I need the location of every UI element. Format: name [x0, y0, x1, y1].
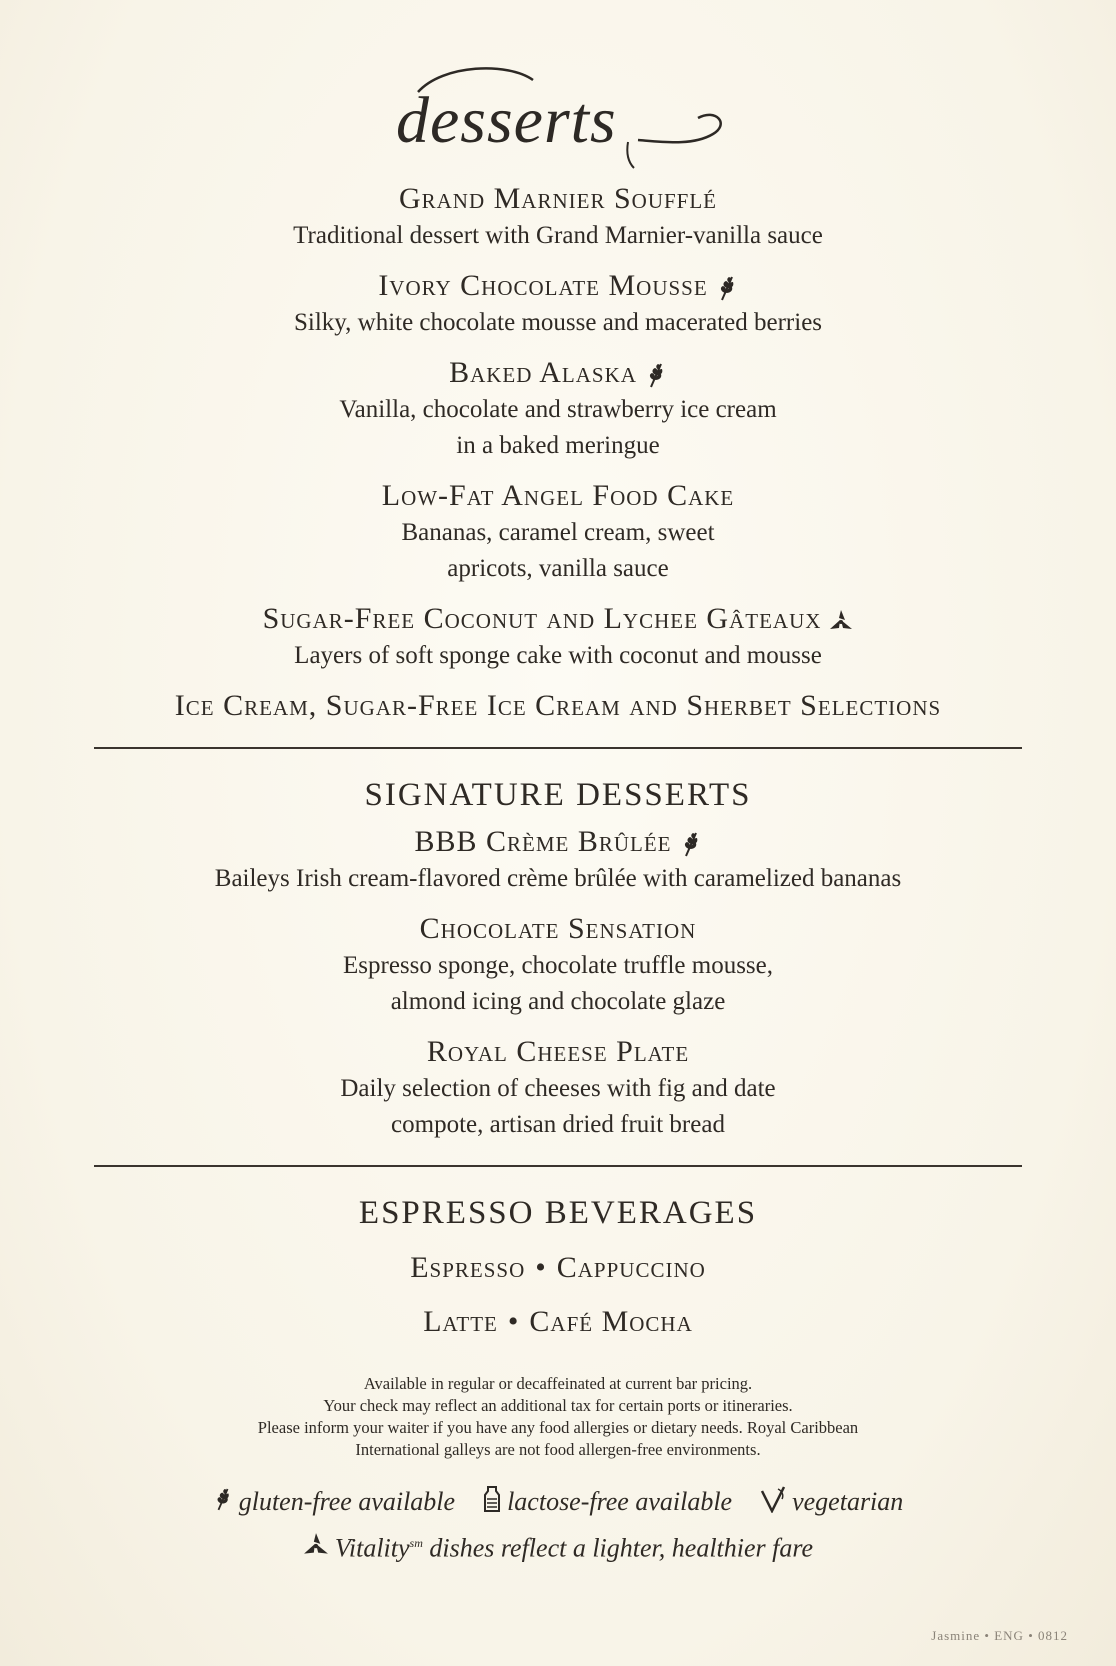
fine-print-line: Your check may reflect an additional tax for certain ports or itineraries.: [323, 1396, 793, 1415]
fine-print: [60, 1373, 1056, 1461]
dessert-item: [60, 477, 1056, 587]
bullet-separator: •: [507, 1305, 520, 1338]
dessert-description: Layers of soft sponge cake with coconut and mousse: [294, 642, 822, 669]
dessert-description: almond icing and chocolate glaze: [390, 988, 726, 1015]
dessert-description: apricots, vanilla sauce: [447, 555, 669, 582]
dessert-description: Baileys Irish cream-flavored crème brûlée with caramelized bananas: [214, 865, 902, 892]
dessert-item: [60, 910, 1056, 1020]
dessert-description: in a baked meringue: [456, 432, 660, 459]
page-title: desserts: [396, 84, 617, 157]
desserts-script-title: [348, 50, 768, 180]
dessert-item: [60, 267, 1056, 341]
beverage-name: Cappuccino: [556, 1251, 706, 1284]
legend-vitality-desc: dishes reflect a lighter, healthier fare: [429, 1533, 814, 1563]
section-divider: [94, 747, 1022, 749]
dessert-description: Traditional dessert with Grand Marnier-vanilla sauce: [293, 222, 823, 249]
dessert-description: Vanilla, chocolate and strawberry ice cream: [339, 396, 777, 423]
gluten-free-icon: [213, 1485, 233, 1523]
dessert-description: Espresso sponge, chocolate truffle mousse,: [343, 952, 773, 979]
dessert-item: [60, 823, 1056, 897]
fine-print-line: International galleys are not food allergen-free environments.: [355, 1440, 761, 1459]
dessert-item: [60, 354, 1056, 464]
legend-lactose-free: lactose-free available: [507, 1487, 733, 1516]
legend-vitality-brand: Vitality: [334, 1533, 410, 1563]
section-divider: [94, 1165, 1022, 1167]
fine-print-line: Please inform your waiter if you have any food allergies or dietary needs. Royal Caribbean: [257, 1418, 859, 1437]
beverage-line: [60, 1241, 1056, 1295]
bullet-separator: •: [535, 1251, 547, 1284]
espresso-section: [60, 1191, 1056, 1349]
dessert-description: Silky, white chocolate mousse and macerated berries: [293, 309, 823, 336]
dessert-description: Daily selection of cheeses with fig and date: [340, 1075, 776, 1102]
dessert-name: Sugar-Free Coconut and Lychee Gâteaux: [60, 600, 1056, 638]
signature-section: [60, 773, 1056, 1143]
title-flourish-drop: [627, 142, 634, 168]
dessert-name: BBB Crème Brûlée: [60, 823, 1056, 861]
desserts-list: [60, 180, 1056, 725]
beverage-name: Espresso: [410, 1251, 526, 1284]
menu-code: Jasmine • ENG • 0812: [931, 1628, 1068, 1643]
legend-gluten-free: gluten-free available: [238, 1487, 456, 1516]
dessert-description: compote, artisan dried fruit bread: [391, 1111, 725, 1138]
service-mark: sm: [409, 1535, 423, 1550]
dessert-name: Ice Cream, Sugar-Free Ice Cream and Sherbet Selections: [174, 689, 942, 722]
lactose-free-icon: [483, 1485, 501, 1524]
dessert-name: Ivory Chocolate Mousse: [60, 267, 1056, 305]
legend-vegetarian: vegetarian: [792, 1487, 904, 1516]
dessert-item: [60, 180, 1056, 254]
dessert-name: Low-Fat Angel Food Cake: [381, 479, 735, 512]
fine-print-line: Available in regular or decaffeinated at current bar pricing.: [363, 1374, 753, 1393]
legend-line: [60, 1524, 1056, 1570]
title-block: [0, 50, 1116, 180]
vitality-icon: [829, 609, 853, 633]
dessert-item: [60, 600, 1056, 674]
dessert-description: Bananas, caramel cream, sweet: [401, 519, 715, 546]
vegetarian-icon: [760, 1485, 786, 1524]
section-title: SIGNATURE DESSERTS: [364, 777, 752, 813]
dessert-name: Chocolate Sensation: [419, 912, 697, 945]
dessert-name: Royal Cheese Plate: [426, 1035, 690, 1068]
dessert-name: Baked Alaska: [60, 354, 1056, 392]
vitality-icon: [303, 1531, 329, 1569]
beverage-name: Latte: [423, 1305, 498, 1338]
gluten-free-icon: [645, 361, 667, 389]
menu-content: [60, 180, 1056, 1569]
gluten-free-icon: [680, 830, 702, 858]
section-title: ESPRESSO BEVERAGES: [358, 1195, 758, 1231]
dietary-legend: [60, 1483, 1056, 1569]
dessert-item: [60, 1033, 1056, 1143]
beverage-line: [60, 1295, 1056, 1349]
dessert-name: Grand Marnier Soufflé: [398, 182, 718, 215]
title-flourish-tail: [638, 115, 721, 142]
gluten-free-icon: [716, 274, 738, 302]
dessert-item: [60, 687, 1056, 725]
beverage-name: Café Mocha: [529, 1305, 693, 1338]
legend-line: [60, 1483, 1056, 1524]
